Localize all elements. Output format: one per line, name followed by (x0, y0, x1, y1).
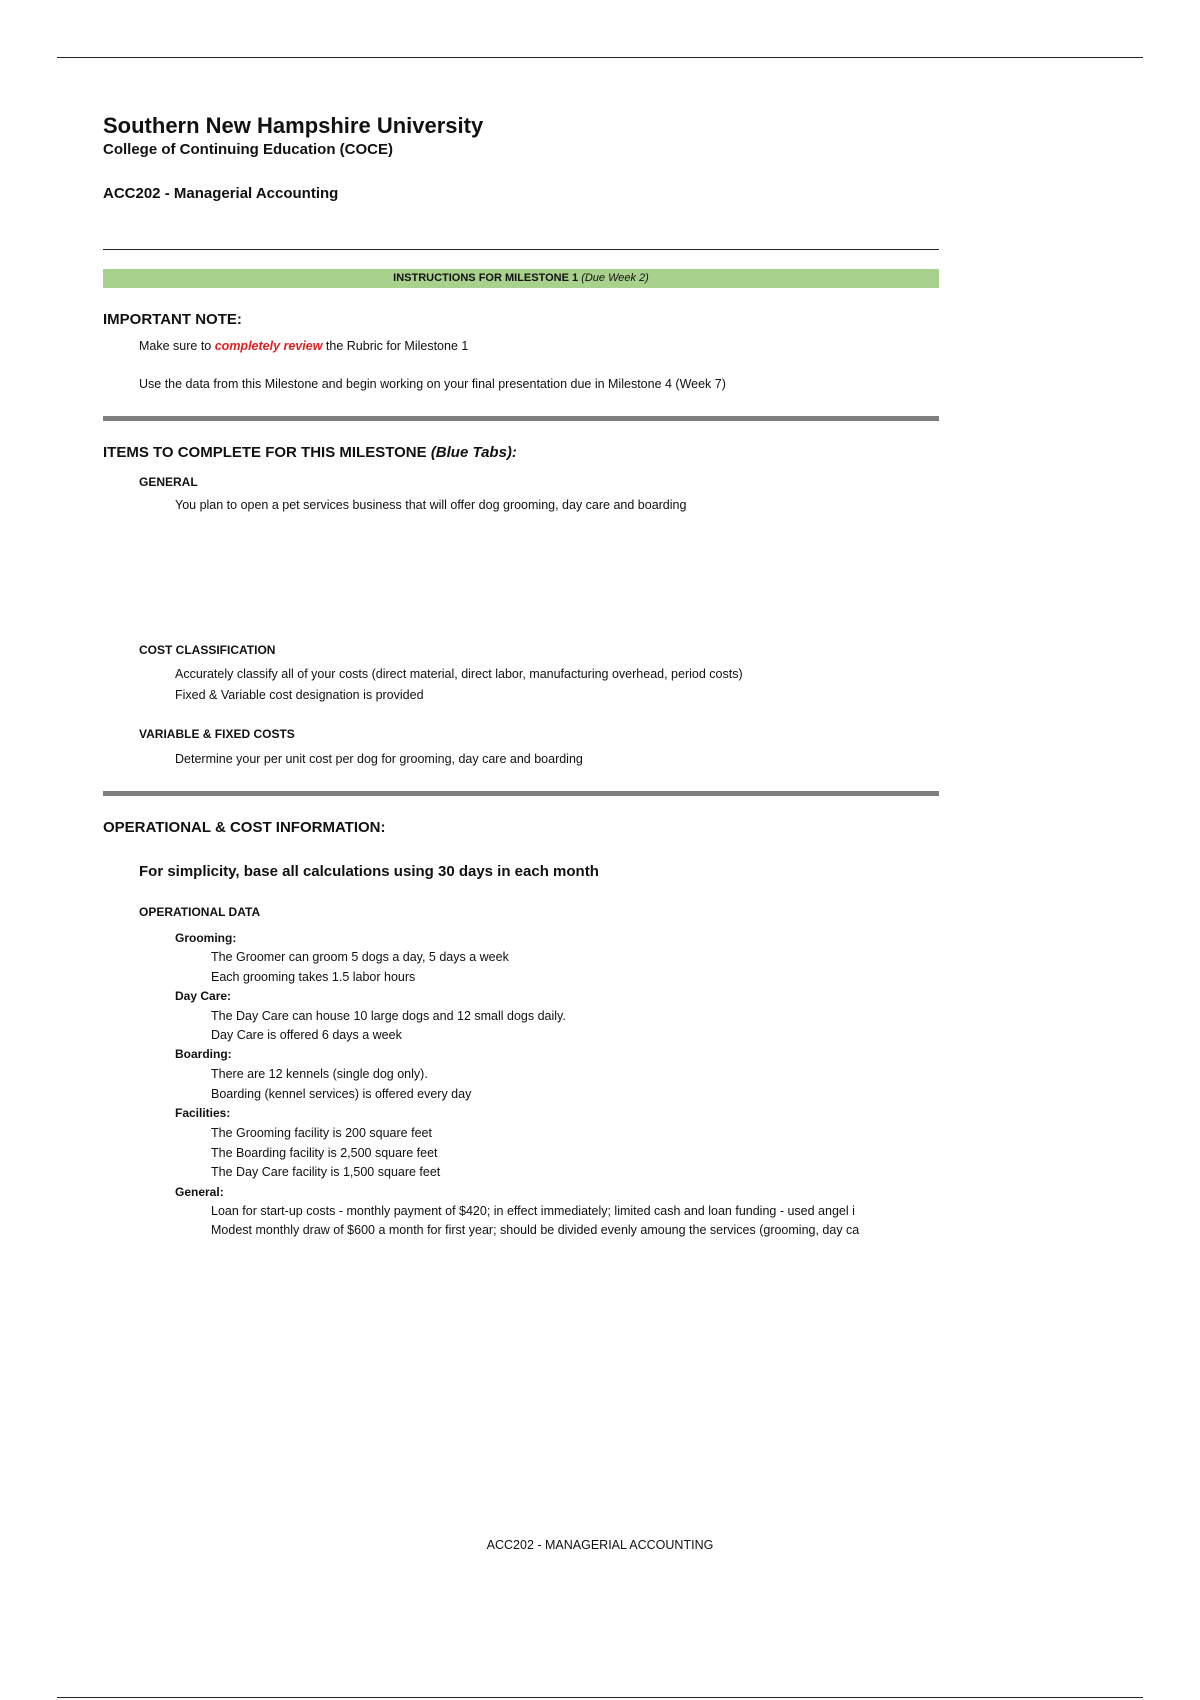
emphasis-text: completely review (214, 339, 323, 353)
grooming-label: Grooming: (175, 931, 237, 945)
important-note-heading: IMPORTANT NOTE: (103, 311, 242, 328)
course-title: ACC202 - Managerial Accounting (103, 185, 339, 202)
operational-heading: OPERATIONAL & COST INFORMATION: (103, 819, 386, 836)
banner-title: INSTRUCTIONS FOR MILESTONE 1 (393, 272, 579, 284)
facilities-line-1: The Grooming facility is 200 square feet (211, 1126, 432, 1140)
cost-classification-line-2: Fixed & Variable cost designation is provided (175, 688, 424, 702)
college-subtitle: College of Continuing Education (COCE) (103, 141, 393, 158)
page-bottom-rule (57, 1697, 1143, 1698)
section-divider (103, 249, 939, 250)
variable-fixed-heading: VARIABLE & FIXED COSTS (139, 727, 295, 741)
facilities-label: Facilities: (175, 1106, 231, 1120)
variable-fixed-text: Determine your per unit cost per dog for grooming, day care and boarding (175, 752, 583, 766)
general-ops-label: General: (175, 1185, 224, 1199)
operational-data-heading: OPERATIONAL DATA (139, 905, 261, 919)
cost-classification-heading: COST CLASSIFICATION (139, 643, 276, 657)
important-note-line-2: Use the data from this Milestone and begin working on your final presentation due in Milestone 4 (Week 7) (139, 377, 726, 391)
items-heading-text: ITEMS TO COMPLETE FOR THIS MILESTONE (103, 444, 427, 461)
facilities-line-2: The Boarding facility is 2,500 square feet (211, 1146, 438, 1160)
thick-divider (103, 416, 939, 421)
daycare-line-1: The Day Care can house 10 large dogs and 12 small dogs daily. (211, 1009, 566, 1023)
page-footer: ACC202 - MANAGERIAL ACCOUNTING (486, 1538, 714, 1552)
line-text: the Rubric for Milestone 1 (322, 339, 469, 353)
general-ops-line-1: Loan for start-up costs - monthly payment of $420; in effect immediately; limited cash and loan funding - used angel i (211, 1204, 855, 1218)
facilities-line-3: The Day Care facility is 1,500 square feet (211, 1165, 441, 1179)
banner-due: (Due Week 2) (581, 272, 649, 284)
important-note-line-1 (139, 339, 468, 353)
page-top-rule (57, 57, 1143, 58)
simplicity-note: For simplicity, base all calculations using 30 days in each month (139, 863, 599, 880)
general-text: You plan to open a pet services business that will offer dog grooming, day care and boarding (175, 498, 687, 512)
university-title: Southern New Hampshire University (103, 113, 484, 138)
items-heading-emphasis: (Blue Tabs): (430, 444, 517, 461)
milestone-banner (103, 269, 939, 288)
daycare-label: Day Care: (175, 989, 232, 1003)
grooming-line-1: The Groomer can groom 5 dogs a day, 5 days a week (211, 950, 509, 964)
grooming-line-2: Each grooming takes 1.5 labor hours (211, 970, 416, 984)
cost-classification-line-1: Accurately classify all of your costs (direct material, direct labor, manufacturing overhead, period costs) (175, 667, 743, 681)
general-heading: GENERAL (139, 475, 198, 489)
daycare-line-2: Day Care is offered 6 days a week (211, 1028, 402, 1042)
line-text: Make sure to (139, 339, 215, 353)
general-ops-line-2: Modest monthly draw of $600 a month for first year; should be divided evenly amoung the services (grooming, day ca (211, 1223, 860, 1237)
boarding-line-1: There are 12 kennels (single dog only). (211, 1067, 428, 1081)
items-heading (103, 444, 517, 461)
boarding-line-2: Boarding (kennel services) is offered every day (211, 1087, 472, 1101)
boarding-label: Boarding: (175, 1047, 232, 1061)
thick-divider (103, 791, 939, 796)
